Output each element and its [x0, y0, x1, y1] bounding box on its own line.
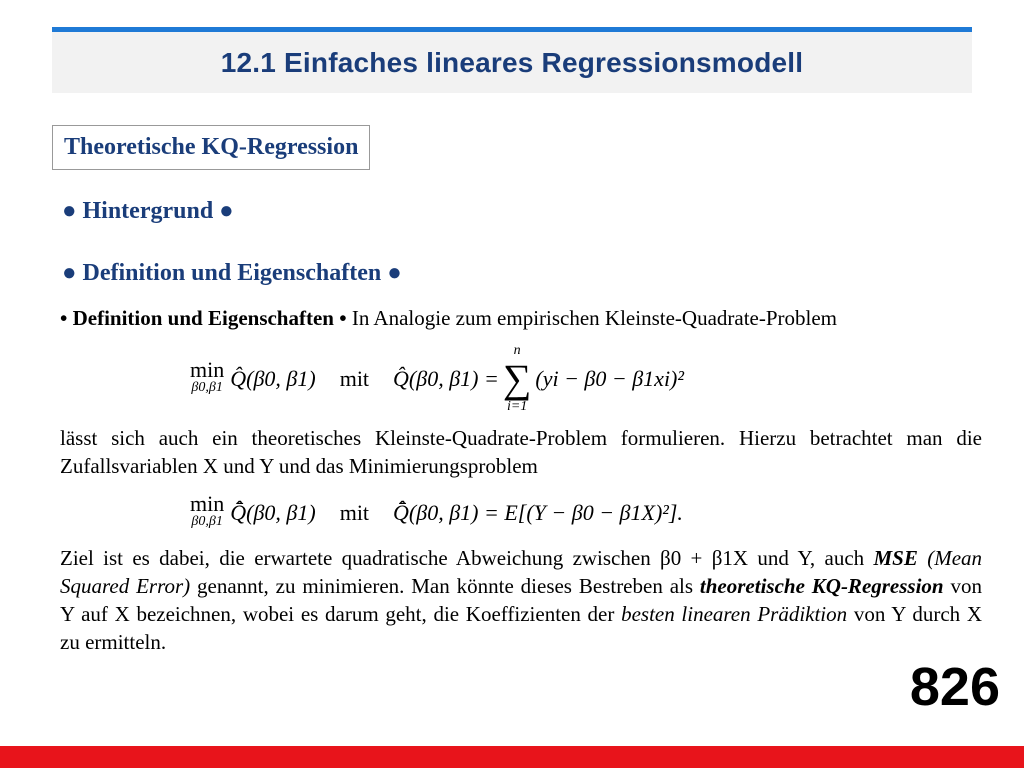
min-subscript: β0,β1	[191, 380, 223, 395]
min-operator	[190, 357, 225, 397]
title-bar	[52, 27, 972, 93]
section-subtitle: Theoretische KQ-Regression	[52, 125, 370, 170]
min-subscript-2: β0,β1	[191, 514, 223, 529]
objective-def-2: Q̂̄(β0, β1) = E[(Y − β0 − β1X)²].	[393, 500, 683, 525]
document-excerpt	[60, 304, 982, 656]
bottom-bar	[0, 746, 1024, 768]
sum-operator	[503, 343, 532, 415]
objective-left-2: Q̂̄(β0, β1)	[230, 500, 316, 525]
mse-term: MSE	[873, 546, 918, 570]
mit-word: mit	[339, 366, 370, 391]
min-label-2: min	[190, 491, 225, 516]
intro-text: In Analogie zum empirischen Kleinste-Quadrate-Problem	[351, 306, 838, 330]
final-paragraph	[60, 544, 982, 656]
final-text-1: Ziel ist es dabei, die erwartete quadratische Abweichung zwischen β0 + β1X und Y, auch	[60, 546, 865, 570]
intro-paragraph	[60, 304, 982, 332]
bullet-hintergrund: ● Hintergrund ●	[62, 198, 234, 224]
sum-lower: i=1	[506, 399, 528, 414]
final-text-2: genannt, zu minimieren. Man könnte dieses Bestreben als	[197, 574, 694, 598]
sum-upper: n	[513, 343, 521, 358]
objective-left: Q̂(β0, β1)	[230, 366, 316, 391]
mse-long: (Mean Squared Error)	[60, 546, 983, 598]
sum-sign: ∑	[502, 356, 532, 401]
formula-theoretical	[190, 488, 982, 538]
min-operator-2	[190, 491, 225, 531]
lead-heading: • Definition und Eigenschaften •	[60, 306, 347, 330]
final-text-3: von Y auf X bezeichnen, wobei es darum geht, die Koeffizienten der	[60, 574, 982, 626]
objective-def-rhs: (yi − β0 − β1xi)²	[535, 366, 684, 391]
min-label: min	[190, 357, 225, 382]
page-number: 826	[909, 657, 1000, 717]
blp-term: besten linearen Prädiktion	[621, 602, 848, 626]
kq-term: theoretische KQ-Regression	[699, 574, 944, 598]
final-text-4: von Y durch X zu ermitteln.	[60, 602, 983, 654]
page-title: 12.1 Einfaches lineares Regressionsmodell	[220, 46, 804, 78]
formula-empirical	[190, 340, 982, 418]
bullet-definition: ● Definition und Eigenschaften ●	[62, 260, 402, 286]
mit-word-2: mit	[339, 500, 370, 525]
objective-def-lhs: Q̂(β0, β1) =	[393, 366, 499, 391]
middle-paragraph: lässt sich auch ein theoretisches Kleinste-Quadrate-Problem formulieren. Hierzu betrachtet man die Zufallsvariablen X und Y und das Minimierungsproblem	[60, 426, 982, 478]
